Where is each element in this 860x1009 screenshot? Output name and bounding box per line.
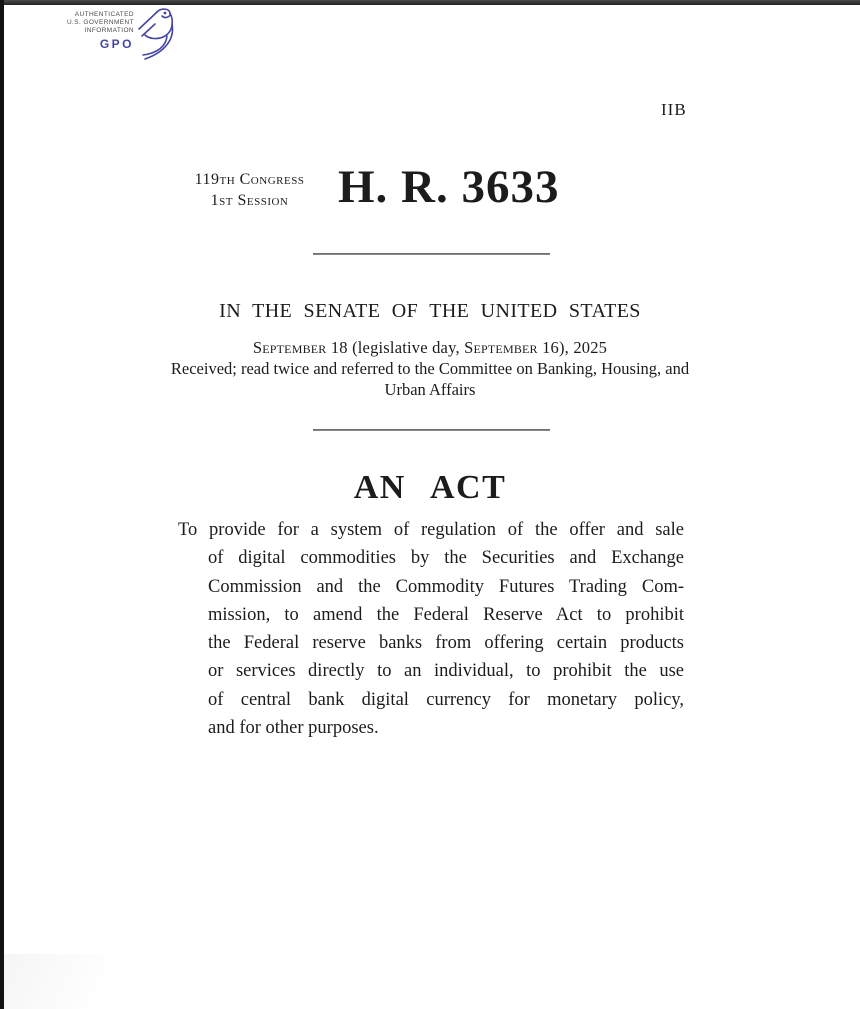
gpo-seal-line3: INFORMATION	[84, 27, 134, 34]
act-long-title-line: and for other purposes.	[208, 718, 379, 739]
date-end: 16), 2025	[537, 338, 608, 357]
gpo-authentication-seal	[62, 7, 178, 68]
referral-line-2: Urban Affairs	[384, 380, 476, 399]
chamber-line: IN THE SENATE OF THE UNITED STATES	[219, 300, 641, 322]
date-mid: 18 (legislative day,	[326, 338, 465, 357]
date-month-2: September	[464, 338, 538, 357]
separator-rule-top	[313, 253, 550, 255]
act-long-title-line: of digital commodities by the Securities and Exchange	[208, 548, 684, 569]
session-line: 1st Session	[210, 192, 289, 209]
act-long-title-line: or services directly to an individual, to prohibit the use	[208, 661, 684, 682]
act-long-title-line: To provide for a system of regulation of the offer and sale	[178, 520, 684, 540]
print-designation: IIB	[661, 100, 687, 119]
act-title: AN ACT	[353, 469, 507, 506]
action-date-line	[125, 338, 735, 358]
referral-statement	[125, 358, 735, 400]
gpo-seal-line2: U.S. GOVERNMENT	[66, 19, 134, 26]
gpo-eagle-icon	[136, 7, 178, 68]
act-long-title-line: mission, to amend the Federal Reserve Act to prohibit	[208, 604, 684, 625]
separator-rule-bottom	[313, 429, 550, 431]
date-month-1: September	[252, 338, 327, 357]
act-long-title-line: Commission and the Commodity Futures Trading Com-	[208, 576, 684, 597]
gpo-acronym: GPO	[99, 37, 134, 51]
gpo-seal-text	[62, 7, 134, 50]
gpo-seal-line1: AUTHENTICATED	[74, 11, 134, 18]
bill-number: H. R. 3633	[338, 161, 560, 213]
viewer-left-edge	[0, 0, 4, 1009]
act-long-title-line: the Federal reserve banks from offering certain products	[208, 633, 684, 654]
referral-line-1: Received; read twice and referred to the Committee on Banking, Housing, and	[170, 359, 690, 378]
act-long-title-line: of central bank digital currency for monetary policy,	[208, 689, 684, 710]
congress-line: 119th Congress	[194, 171, 305, 188]
act-long-title	[178, 516, 684, 742]
viewer-top-edge	[0, 0, 860, 5]
congress-session-block	[178, 169, 321, 211]
page-corner-shadow	[4, 954, 164, 1009]
